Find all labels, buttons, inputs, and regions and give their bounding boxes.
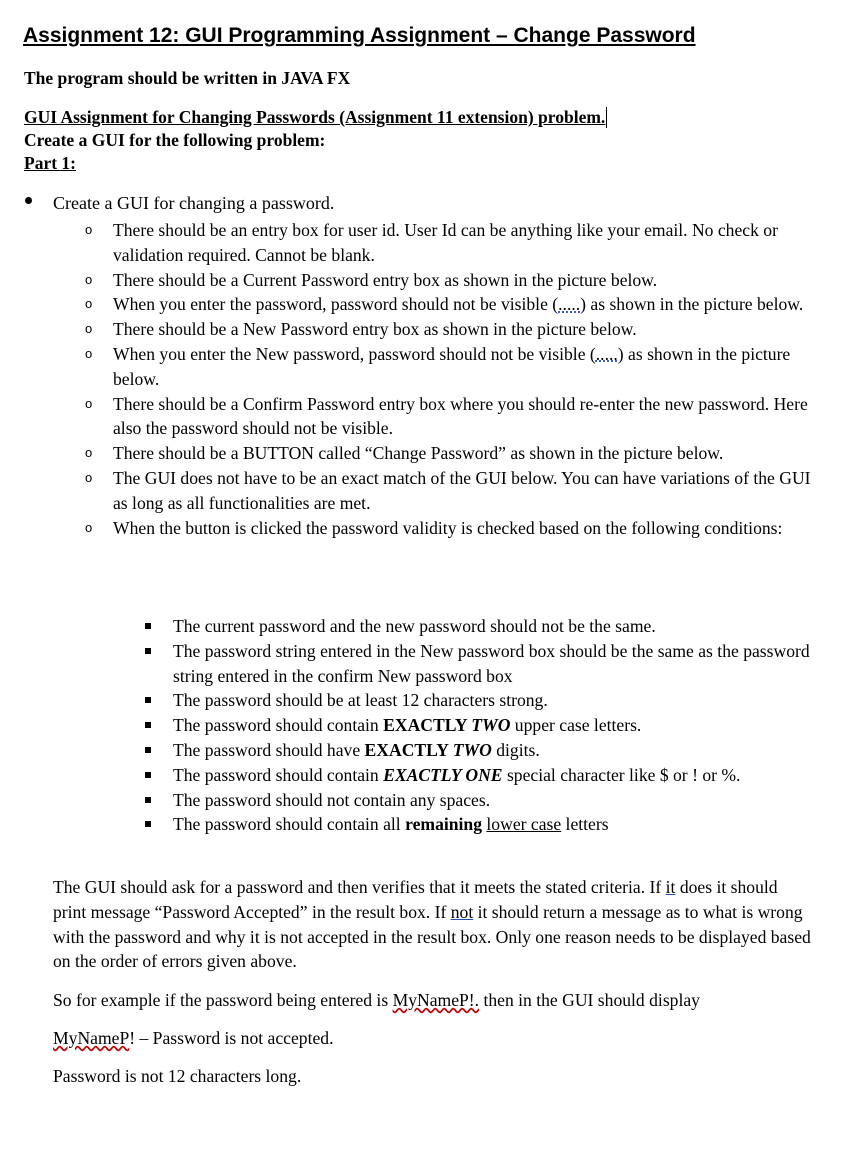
paragraph-text: does it should print message “Password Accepted” in the result box. If xyxy=(53,877,778,922)
condition-text: The password should not contain any spaces. xyxy=(173,789,491,810)
result-paragraph xyxy=(53,875,813,974)
condition-text: digits. xyxy=(491,739,540,760)
list-item-text: ) as shown in the picture below. xyxy=(580,294,804,315)
emphasis-text: TWO xyxy=(471,715,511,736)
list-item-text: There should be a Confirm Password entry box where you should re-enter the new password. Here also the password should not be visible. xyxy=(113,393,808,439)
bullet-dot-icon xyxy=(25,197,32,204)
list-item xyxy=(113,466,813,516)
emphasis-text: TWO xyxy=(452,739,492,760)
underlined-text: it xyxy=(665,877,676,897)
create-heading: Create a GUI for the following problem: xyxy=(24,130,326,150)
condition-item xyxy=(173,788,813,813)
condition-text: special character like $ or ! or %. xyxy=(502,764,741,785)
condition-item xyxy=(173,812,813,837)
condition-item xyxy=(173,614,813,639)
list-item-text: When you enter the password, password should not be visible ( xyxy=(113,294,559,315)
list-item xyxy=(113,317,813,342)
subtitle: The program should be written in JAVA FX xyxy=(24,68,351,88)
emphasis-text: EXACTLY xyxy=(364,739,453,760)
condition-item xyxy=(173,713,813,738)
condition-text: The password should be at least 12 characters strong. xyxy=(173,690,548,711)
example-line-1 xyxy=(53,988,813,1013)
page-title: Assignment 12: GUI Programming Assignment – Change Password xyxy=(23,24,696,47)
list-item-text: There should be an entry box for user id. User Id can be anything like your email. No check or validation required. Cannot be blank. xyxy=(113,220,778,265)
example-line-3: Password is not 12 characters long. xyxy=(53,1066,302,1086)
paragraph-text: The GUI should ask for a password and then verifies that it meets the stated criteria. If xyxy=(53,877,666,897)
condition-text: letters xyxy=(561,814,609,835)
paragraph-text: ! – Password is not accepted. xyxy=(129,1028,334,1048)
sub-requirements-list xyxy=(113,218,813,540)
emphasis-text: EXACTLY xyxy=(383,715,472,736)
example-line-2 xyxy=(53,1026,813,1051)
condition-text: The current password and the new password should not be the same. xyxy=(173,616,656,636)
main-bullet: Create a GUI for changing a password. xyxy=(53,193,335,213)
list-item xyxy=(113,268,813,293)
condition-item xyxy=(173,763,813,788)
condition-text: The password should contain xyxy=(173,764,384,785)
list-item-text: The GUI does not have to be an exact match of the GUI below. You can have variations of the GUI as long as all functionalities are met. xyxy=(113,467,811,513)
condition-item xyxy=(173,639,813,689)
list-item xyxy=(113,392,813,442)
emphasis-text: remaining xyxy=(405,814,483,835)
list-item-text: There should be a BUTTON called “Change Password” as shown in the picture below. xyxy=(113,443,724,464)
list-item-text: There should be a Current Password entry box as shown in the picture below. xyxy=(113,269,658,290)
condition-text: The password should contain xyxy=(173,715,384,736)
condition-item xyxy=(173,738,813,763)
list-item xyxy=(113,441,813,466)
condition-text: upper case letters. xyxy=(510,715,642,736)
underlined-text: not xyxy=(450,901,474,922)
hidden-password-dots: ..... xyxy=(558,294,581,315)
list-item xyxy=(113,218,813,268)
condition-text: The password should have xyxy=(173,739,365,760)
condition-text: The password should contain all xyxy=(173,814,406,835)
paragraph-text: it should return a message as to what is wrong with the password and why it is not accepted in the result box. Only one reason needs to be displayed based on the order of errors given above. xyxy=(53,901,811,972)
list-item-text: ) as shown in the picture below. xyxy=(113,343,791,389)
part-heading: Part 1: xyxy=(24,153,76,173)
hidden-password-dots: ..... xyxy=(595,343,618,364)
gui-heading-text: GUI Assignment for Changing Passwords (Assignment 11 extension) problem. xyxy=(24,107,606,127)
paragraph-text: then in the GUI should display xyxy=(479,990,700,1010)
condition-text: The password string entered in the New password box should be the same as the password string entered in the confirm New password box xyxy=(173,640,810,686)
paragraph-text: So for example if the password being entered is xyxy=(53,990,393,1010)
emphasis-text: EXACTLY ONE xyxy=(383,764,503,785)
example-password: MyNameP!. xyxy=(392,990,480,1010)
list-item xyxy=(113,516,813,541)
list-item xyxy=(113,342,813,392)
list-item xyxy=(113,292,813,317)
example-password: MyNameP xyxy=(53,1028,130,1048)
gui-heading xyxy=(24,107,607,128)
underlined-text: lower case xyxy=(486,814,562,835)
list-item-text: When you enter the New password, password should not be visible ( xyxy=(113,343,596,364)
condition-item xyxy=(173,688,813,713)
validation-conditions-list xyxy=(173,614,813,837)
list-item-text: There should be a New Password entry box as shown in the picture below. xyxy=(113,319,637,340)
list-item-text: When the button is clicked the password validity is checked based on the following conditions: xyxy=(113,517,783,538)
